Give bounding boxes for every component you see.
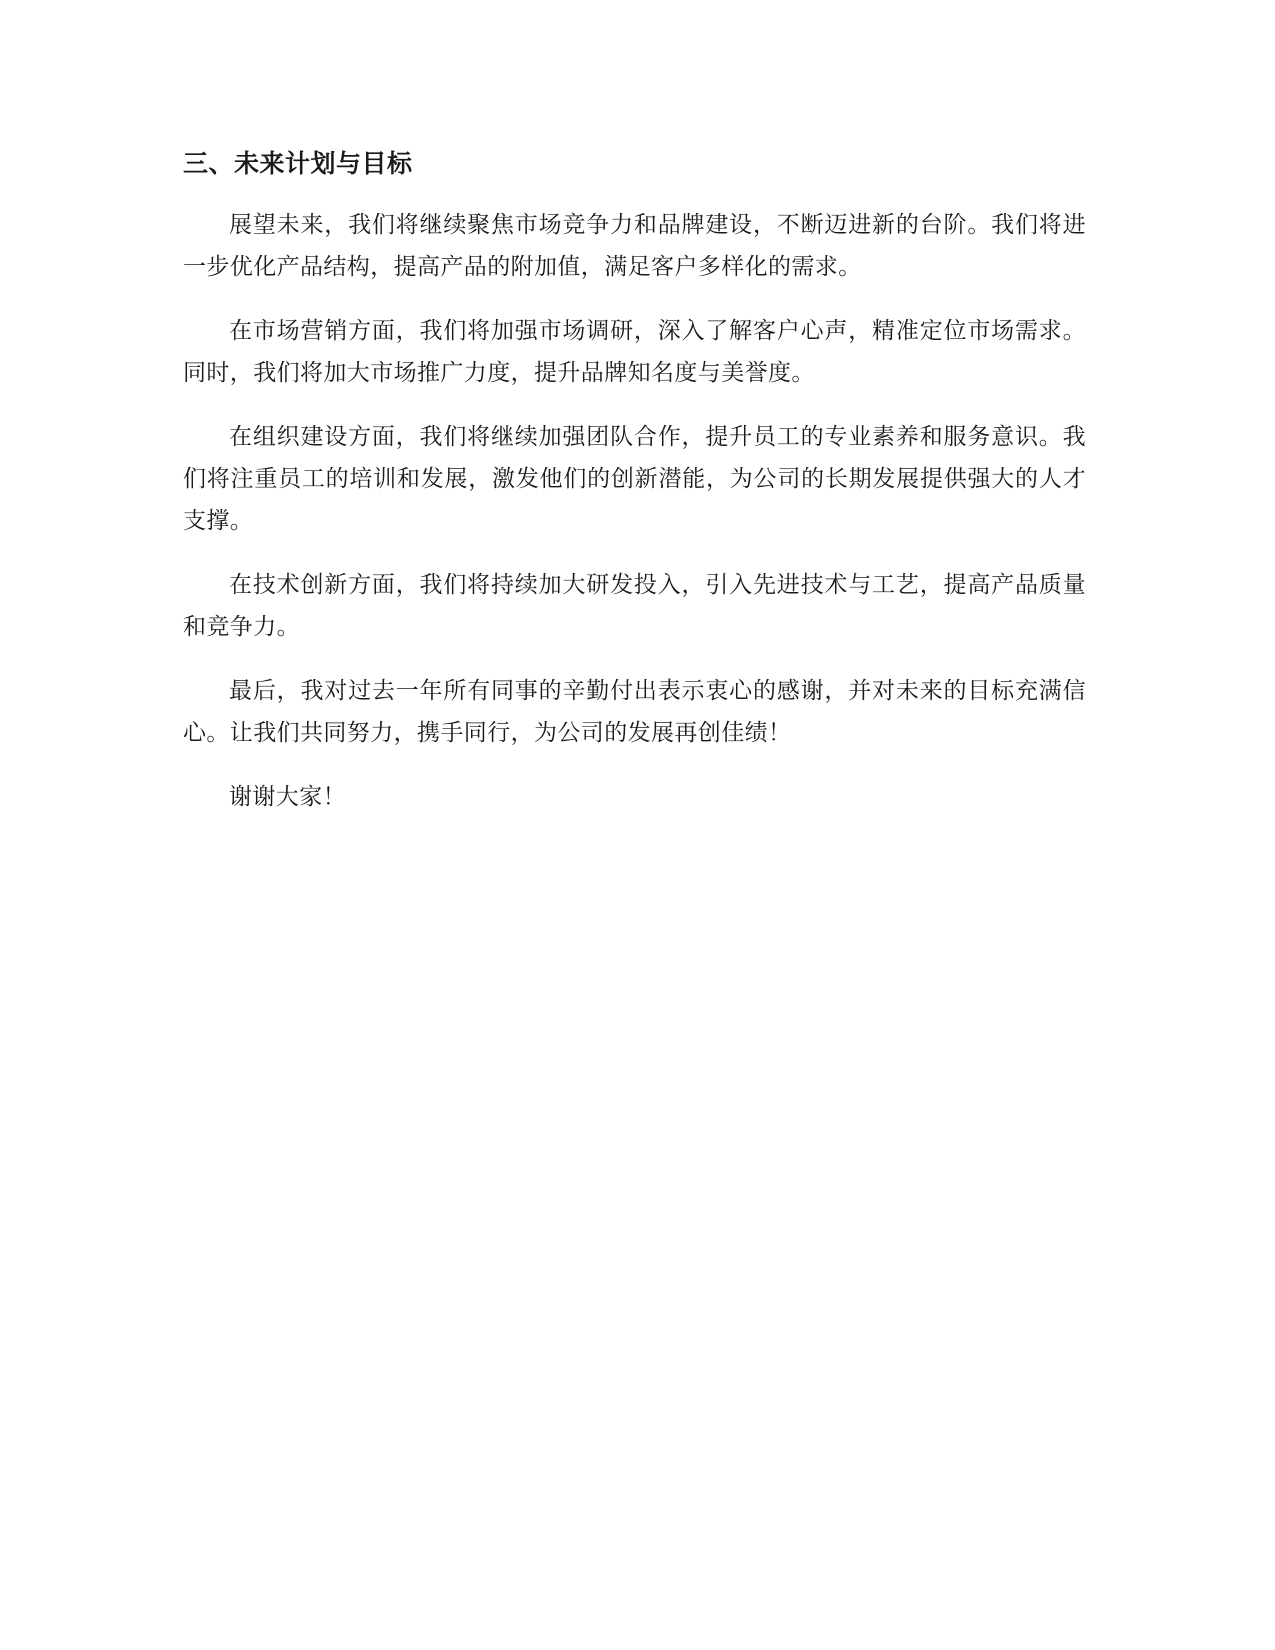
paragraph-thanks: 谢谢大家！ xyxy=(229,784,346,810)
section-heading: 三、未来计划与目标 xyxy=(183,149,413,178)
paragraph-outlook: 展望未来，我们将继续聚焦市场竞争力和品牌建设，不断迈进新的台阶。我们将进一步优化产品结构，提高产品的附加值，满足客户多样化的需求。 xyxy=(183,212,1086,280)
paragraph-organization: 在组织建设方面，我们将继续加强团队合作，提升员工的专业素养和服务意识。我们将注重员工的培训和发展，激发他们的创新潜能，为公司的长期发展提供强大的人才支撑。 xyxy=(183,424,1086,534)
document-body xyxy=(183,146,1086,840)
paragraph-technology: 在技术创新方面，我们将持续加大研发投入，引入先进技术与工艺，提高产品质量和竞争力。 xyxy=(183,572,1086,640)
paragraph-closing: 最后，我对过去一年所有同事的辛勤付出表示衷心的感谢，并对未来的目标充满信心。让我们共同努力，携手同行，为公司的发展再创佳绩！ xyxy=(183,678,1086,746)
paragraph-marketing: 在市场营销方面，我们将加强市场调研，深入了解客户心声，精准定位市场需求。同时，我们将加大市场推广力度，提升品牌知名度与美誉度。 xyxy=(183,318,1086,386)
